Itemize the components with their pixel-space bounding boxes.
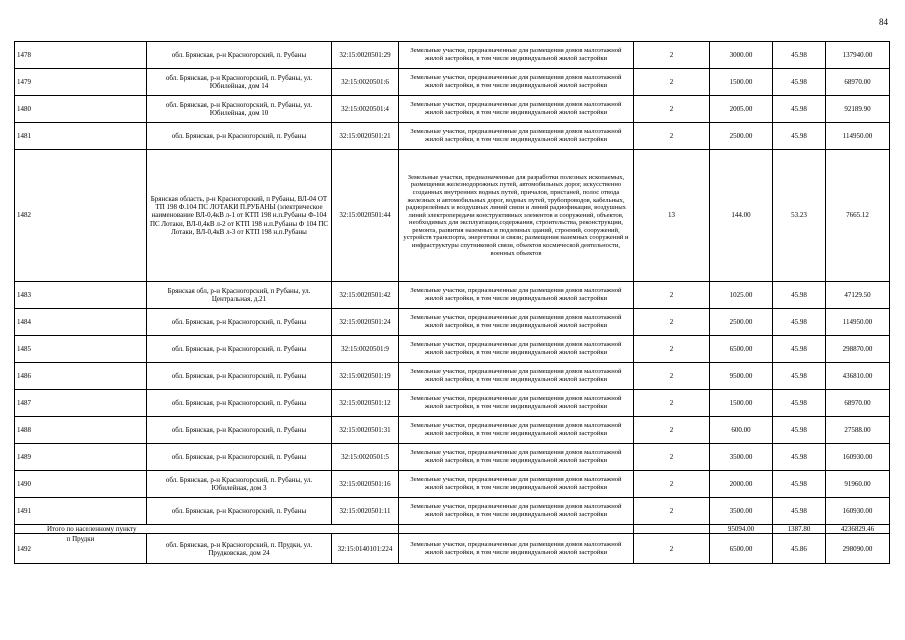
row-specific-value: 45.98 — [773, 444, 826, 471]
row-cadastral-number: 32:15:0020501:19 — [332, 363, 399, 390]
row-location: Брянская обл, р-н Красногорский, п Рубаны, ул. Центральная, д.21 — [147, 282, 332, 309]
row-number: 1490 — [15, 471, 147, 498]
row-zone: 2 — [634, 123, 710, 150]
row-cadastral-cost: 160930.00 — [826, 498, 890, 525]
table-row — [15, 309, 890, 336]
row-cadastral-cost: 68970.00 — [826, 69, 890, 96]
row-purpose: Земельные участки, предназначенные для разработки полезных ископаемых, размещения железнодорожных путей, автомобильных дорог, искусственно созданных внутренних водных путей, причалов, пристаней, полос отвода железных и автомобильных дорог, водных путей, трубопроводов, кабельных, радиорелейных и воздушных линий связи и линий радиофикации, воздушных линий электропередачи конструктивных элементов и сооружений, объектов, необходимых для эксплуатации,содержания, строительства, реконструкции, ремонта, развития наземных и подземных зданий, строений, сооружений, устройств транспорта, энергетики и связи; размещения наземных сооружений и инфраструктуры спутниковой связи, объектов космической деятельности, военных объектов — [399, 150, 634, 282]
row-location: обл. Брянская, р-н Красногорский, п. Рубаны — [147, 309, 332, 336]
row-zone: 2 — [634, 96, 710, 123]
row-cadastral-number: 32:15:0020501:29 — [332, 42, 399, 69]
row-specific-value: 45.98 — [773, 498, 826, 525]
row-area: 2500.00 — [710, 309, 773, 336]
row-purpose: Земельные участки, предназначенные для размещения домов малоэтажной жилой застройки, в том числе индивидуальной жилой застройки — [399, 363, 634, 390]
row-cadastral-number: 32:15:0020501:6 — [332, 69, 399, 96]
row-cadastral-cost: 298090.00 — [826, 534, 890, 564]
row-specific-value: 45.98 — [773, 363, 826, 390]
row-cadastral-cost: 298870.00 — [826, 336, 890, 363]
row-area: 3500.00 — [710, 444, 773, 471]
row-cadastral-number: 32:15:0020501:4 — [332, 96, 399, 123]
row-purpose: Земельные участки, предназначенные для размещения домов малоэтажной жилой застройки, в том числе индивидуальной жилой застройки — [399, 471, 634, 498]
row-area: 2005.00 — [710, 96, 773, 123]
row-cadastral-number: 32:15:0140101:224 — [332, 534, 399, 564]
row-zone: 2 — [634, 282, 710, 309]
row-number — [15, 534, 147, 564]
row-zone: 2 — [634, 390, 710, 417]
settlement-name: п Прудки — [66, 535, 95, 544]
row-area: 6500.00 — [710, 534, 773, 564]
row-area: 1025.00 — [710, 282, 773, 309]
row-cadastral-cost: 114950.00 — [826, 309, 890, 336]
row-purpose: Земельные участки, предназначенные для размещения домов малоэтажной жилой застройки, в том числе индивидуальной жилой застройки — [399, 42, 634, 69]
row-location: обл. Брянская, р-н Красногорский, п. Рубаны — [147, 498, 332, 525]
row-specific-value: 45.98 — [773, 336, 826, 363]
row-zone: 2 — [634, 309, 710, 336]
row-area: 1500.00 — [710, 390, 773, 417]
row-purpose: Земельные участки, предназначенные для размещения домов малоэтажной жилой застройки, в том числе индивидуальной жилой застройки — [399, 390, 634, 417]
row-area: 144.00 — [710, 150, 773, 282]
row-specific-value: 45.98 — [773, 96, 826, 123]
row-specific-value: 45.98 — [773, 417, 826, 444]
row-number: 1489 — [15, 444, 147, 471]
row-location: Брянская область, р-н Красногорский, п Рубаны, ВЛ-04 ОТ ТП 198 Ф.104 ПС ЛОТАКИ П.РУБАНЫ (электрическое наименование ВЛ-0,4кВ л-1 от КТП 198 н.п.Рубаны Ф-104 ПС Лотаки, ВЛ-0,4кВ л-2 от КТП 198 н.п.Рубаны Ф 104 ПС Лотаки, ВЛ-0,4кВ л-3 от КТП 198 н.п.Рубаны — [147, 150, 332, 282]
row-area: 3000.00 — [710, 42, 773, 69]
row-area: 1500.00 — [710, 69, 773, 96]
row-purpose: Земельные участки, предназначенные для размещения домов малоэтажной жилой застройки, в том числе индивидуальной жилой застройки — [399, 69, 634, 96]
row-area: 2500.00 — [710, 123, 773, 150]
table-row — [15, 417, 890, 444]
row-location: обл. Брянская, р-н Красногорский, п. Рубаны, ул. Юбилейная, дом 3 — [147, 471, 332, 498]
row-location: обл. Брянская, р-н Красногорский, п. Прудки, ул. Прудковская, дом 24 — [147, 534, 332, 564]
row-specific-value: 53.23 — [773, 150, 826, 282]
row-zone: 2 — [634, 417, 710, 444]
row-zone: 2 — [634, 534, 710, 564]
row-cadastral-number: 32:15:0020501:9 — [332, 336, 399, 363]
row-location: обл. Брянская, р-н Красногорский, п. Рубаны — [147, 390, 332, 417]
row-purpose: Земельные участки, предназначенные для размещения домов малоэтажной жилой застройки, в том числе индивидуальной жилой застройки — [399, 534, 634, 564]
row-area: 9500.00 — [710, 363, 773, 390]
row-specific-value: 45.98 — [773, 123, 826, 150]
row-area: 6500.00 — [710, 336, 773, 363]
table-row — [15, 390, 890, 417]
row-purpose: Земельные участки, предназначенные для размещения домов малоэтажной жилой застройки, в том числе индивидуальной жилой застройки — [399, 282, 634, 309]
row-purpose: Земельные участки, предназначенные для размещения домов малоэтажной жилой застройки, в том числе индивидуальной жилой застройки — [399, 309, 634, 336]
row-location: обл. Брянская, р-н Красногорский, п. Рубаны — [147, 336, 332, 363]
row-location: обл. Брянская, р-н Красногорский, п. Рубаны — [147, 42, 332, 69]
row-purpose: Земельные участки, предназначенные для размещения домов малоэтажной жилой застройки, в том числе индивидуальной жилой застройки — [399, 96, 634, 123]
row-location: обл. Брянская, р-н Красногорский, п. Рубаны, ул. Юбилейная, дом 10 — [147, 96, 332, 123]
row-cadastral-number: 32:15:0020501:24 — [332, 309, 399, 336]
row-specific-value: 45.98 — [773, 282, 826, 309]
row-purpose: Земельные участки, предназначенные для размещения домов малоэтажной жилой застройки, в том числе индивидуальной жилой застройки — [399, 498, 634, 525]
row-cadastral-number: 32:15:0020501:5 — [332, 444, 399, 471]
total-empty — [399, 525, 634, 534]
row-number: 1478 — [15, 42, 147, 69]
row-purpose: Земельные участки, предназначенные для размещения домов малоэтажной жилой застройки, в том числе индивидуальной жилой застройки — [399, 444, 634, 471]
row-number: 1482 — [15, 150, 147, 282]
row-zone: 2 — [634, 498, 710, 525]
row-number: 1479 — [15, 69, 147, 96]
row-purpose: Земельные участки, предназначенные для размещения домов малоэтажной жилой застройки, в том числе индивидуальной жилой застройки — [399, 336, 634, 363]
total-row — [15, 525, 890, 534]
row-zone: 2 — [634, 42, 710, 69]
row-cadastral-number: 32:15:0020501:12 — [332, 390, 399, 417]
row-cadastral-cost: 137940.00 — [826, 42, 890, 69]
row-zone: 2 — [634, 471, 710, 498]
row-cadastral-cost: 92189.90 — [826, 96, 890, 123]
row-specific-value: 45.98 — [773, 471, 826, 498]
row-number: 1484 — [15, 309, 147, 336]
row-number: 1481 — [15, 123, 147, 150]
row-location: обл. Брянская, р-н Красногорский, п. Рубаны — [147, 417, 332, 444]
table-row — [15, 282, 890, 309]
row-cadastral-number: 32:15:0020501:31 — [332, 417, 399, 444]
total-empty — [634, 525, 710, 534]
row-location: обл. Брянская, р-н Красногорский, п. Рубаны — [147, 363, 332, 390]
table-row — [15, 150, 890, 282]
row-cadastral-cost: 91960.00 — [826, 471, 890, 498]
row-area: 600.00 — [710, 417, 773, 444]
row-location: обл. Брянская, р-н Красногорский, п. Рубаны — [147, 123, 332, 150]
row-number: 1487 — [15, 390, 147, 417]
total-area: 95094.00 — [710, 525, 773, 534]
row-number-value: 1492 — [17, 544, 31, 553]
row-number: 1483 — [15, 282, 147, 309]
row-number: 1491 — [15, 498, 147, 525]
row-cadastral-cost: 47129.50 — [826, 282, 890, 309]
row-cadastral-cost: 160930.00 — [826, 444, 890, 471]
row-zone: 2 — [634, 336, 710, 363]
row-location: обл. Брянская, р-н Красногорский, п. Рубаны, ул. Юбилейная, дом 14 — [147, 69, 332, 96]
row-area: 3500.00 — [710, 498, 773, 525]
row-cadastral-number: 32:15:0020501:21 — [332, 123, 399, 150]
row-cadastral-number: 32:15:0020501:42 — [332, 282, 399, 309]
row-cadastral-cost: 7665.12 — [826, 150, 890, 282]
row-zone: 2 — [634, 444, 710, 471]
row-cadastral-cost: 27588.00 — [826, 417, 890, 444]
table-row — [15, 444, 890, 471]
row-number: 1486 — [15, 363, 147, 390]
row-purpose: Земельные участки, предназначенные для размещения домов малоэтажной жилой застройки, в том числе индивидуальной жилой застройки — [399, 123, 634, 150]
row-cadastral-number: 32:15:0020501:44 — [332, 150, 399, 282]
row-specific-value: 45.86 — [773, 534, 826, 564]
total-cadastral-cost: 4236829.46 — [826, 525, 890, 534]
total-label: Итого по населенному пункту — [15, 525, 399, 534]
row-purpose: Земельные участки, предназначенные для размещения домов малоэтажной жилой застройки, в том числе индивидуальной жилой застройки — [399, 417, 634, 444]
table-row — [15, 69, 890, 96]
row-cadastral-number: 32:15:0020501:11 — [332, 498, 399, 525]
table-row — [15, 42, 890, 69]
row-specific-value: 45.98 — [773, 42, 826, 69]
row-zone: 2 — [634, 69, 710, 96]
cadastral-value-table — [14, 41, 890, 564]
row-location: обл. Брянская, р-н Красногорский, п. Рубаны — [147, 444, 332, 471]
row-cadastral-cost: 68970.00 — [826, 390, 890, 417]
table-row — [15, 123, 890, 150]
row-specific-value: 45.98 — [773, 69, 826, 96]
table-row — [15, 96, 890, 123]
row-zone: 2 — [634, 363, 710, 390]
table-row — [15, 336, 890, 363]
page-number: 84 — [879, 17, 888, 27]
row-zone: 13 — [634, 150, 710, 282]
row-cadastral-number: 32:15:0020501:16 — [332, 471, 399, 498]
row-cadastral-cost: 114950.00 — [826, 123, 890, 150]
table-row — [15, 534, 890, 564]
row-number: 1485 — [15, 336, 147, 363]
table-row — [15, 363, 890, 390]
table-row — [15, 471, 890, 498]
row-number: 1488 — [15, 417, 147, 444]
row-area: 2000.00 — [710, 471, 773, 498]
row-specific-value: 45.98 — [773, 390, 826, 417]
total-specific-value: 1387.80 — [773, 525, 826, 534]
table-row — [15, 498, 890, 525]
row-cadastral-cost: 436810.00 — [826, 363, 890, 390]
row-specific-value: 45.98 — [773, 309, 826, 336]
row-number: 1480 — [15, 96, 147, 123]
